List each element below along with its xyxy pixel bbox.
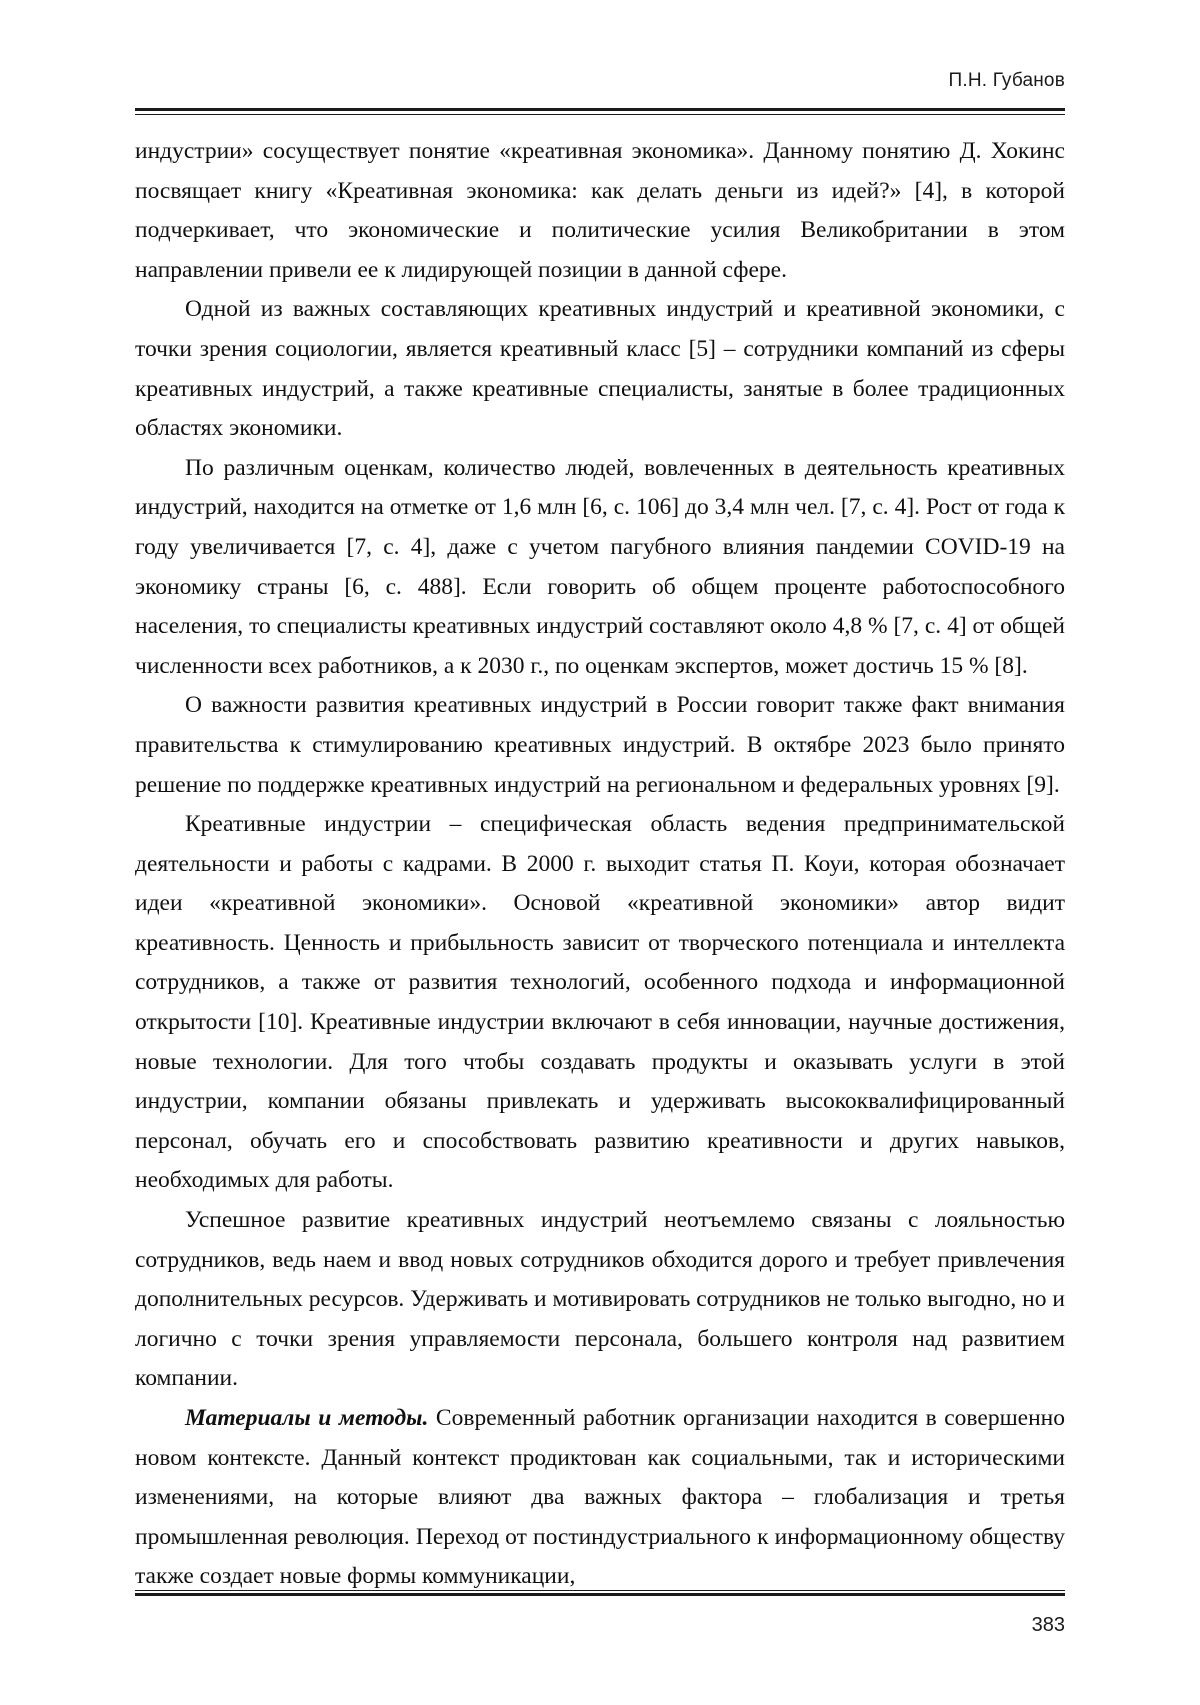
paragraph-4: О важности развития креативных индустрий в России говорит также факт внимания правительства к стимулированию креативных индустрий. В октябре 2023 было принято решение по поддержке креативных индустрий на региональном и федеральных уровнях [9]. <box>135 692 1065 798</box>
paragraph-3: По различным оценкам, количество людей, вовлеченных в деятельность креативных индустрий, находится на отметке от 1,6 млн [6, с. 106] до 3,4 млн чел. [7, с. 4]. Рост от года к году увеличивается [7, с. 4], даже с учетом пагубного влияния пандемии COVID-19 на экономику страны [6, с. 488]. Если говорить об общем проценте работоспособного населения, то специалисты креативных индустрий составляют около 4,8 % [7, с. 4] от общей численности всех работников, а к 2030 г., по оценкам экспертов, может достичь 15 % [8]. <box>135 454 1065 679</box>
paragraph-6: Успешное развитие креативных индустрий неотъемлемо связаны с лояльностью сотрудников, ведь наем и ввод новых сотрудников обходится дорого и требует привлечения дополнительных ресурсов. Удерживать и мотивировать сотрудников не только выгодно, но и логично с точки зрения управляемости персонала, большего контроля над развитием компании. <box>135 1207 1065 1392</box>
section-lead-materials-and-methods: Материалы и методы. <box>185 1405 429 1431</box>
paragraph-1: индустрии» сосуществует понятие «креативная экономика». Данному понятию Д. Хокинс посвящает книгу «Креативная экономика: как делать деньги из идей?» [4], в которой подчеркивает, что экономические и политические усилия Великобритании в этом направлении привели ее к лидирующей позиции в данной сфере. <box>135 138 1065 283</box>
running-header <box>135 70 1065 92</box>
body-text <box>135 132 1065 1597</box>
header-divider-rule <box>135 108 1065 111</box>
running-header-author: П.Н. Губанов <box>948 70 1065 91</box>
paragraph-5: Креативные индустрии – специфическая область ведения предпринимательской деятельности и работы с кадрами. В 2000 г. выходит статья П. Коуи, которая обозначает идеи «креативной экономики». Основой «креативной экономики» автор видит креативность. Ценность и прибыльность зависит от творческого потенциала и интеллекта сотрудников, а также от развития технологий, особенного подхода и информационной открытости [10]. Креативные индустрии включают в себя инновации, научные достижения, новые технологии. Для того чтобы создавать продукты и оказывать услуги в этой индустрии, компании обязаны привлекать и удерживать высококвалифицированный персонал, обучать его и способствовать развитию креативности и других навыков, необходимых для работы. <box>135 811 1065 1194</box>
footer-divider-rule <box>135 1590 1065 1591</box>
page-number: 383 <box>1031 1614 1065 1636</box>
paragraph-7-text: Современный работник организации находится в совершенно новом контексте. Данный контекст продиктован как социальными, так и историческими изменениями, на которые влияют два важных фактора – глобализация и третья промышленная революция. Переход от постиндустриального к информационному обществу также создает новые формы коммуникации, <box>135 1405 1065 1590</box>
paragraph-7 <box>135 1399 1065 1597</box>
paragraph-2: Одной из важных составляющих креативных индустрий и креативной экономики, с точки зрения социологии, является креативный класс [5] – сотрудники компаний из сферы креативных индустрий, а также креативные специалисты, занятые в более традиционных областях экономики. <box>135 296 1065 442</box>
